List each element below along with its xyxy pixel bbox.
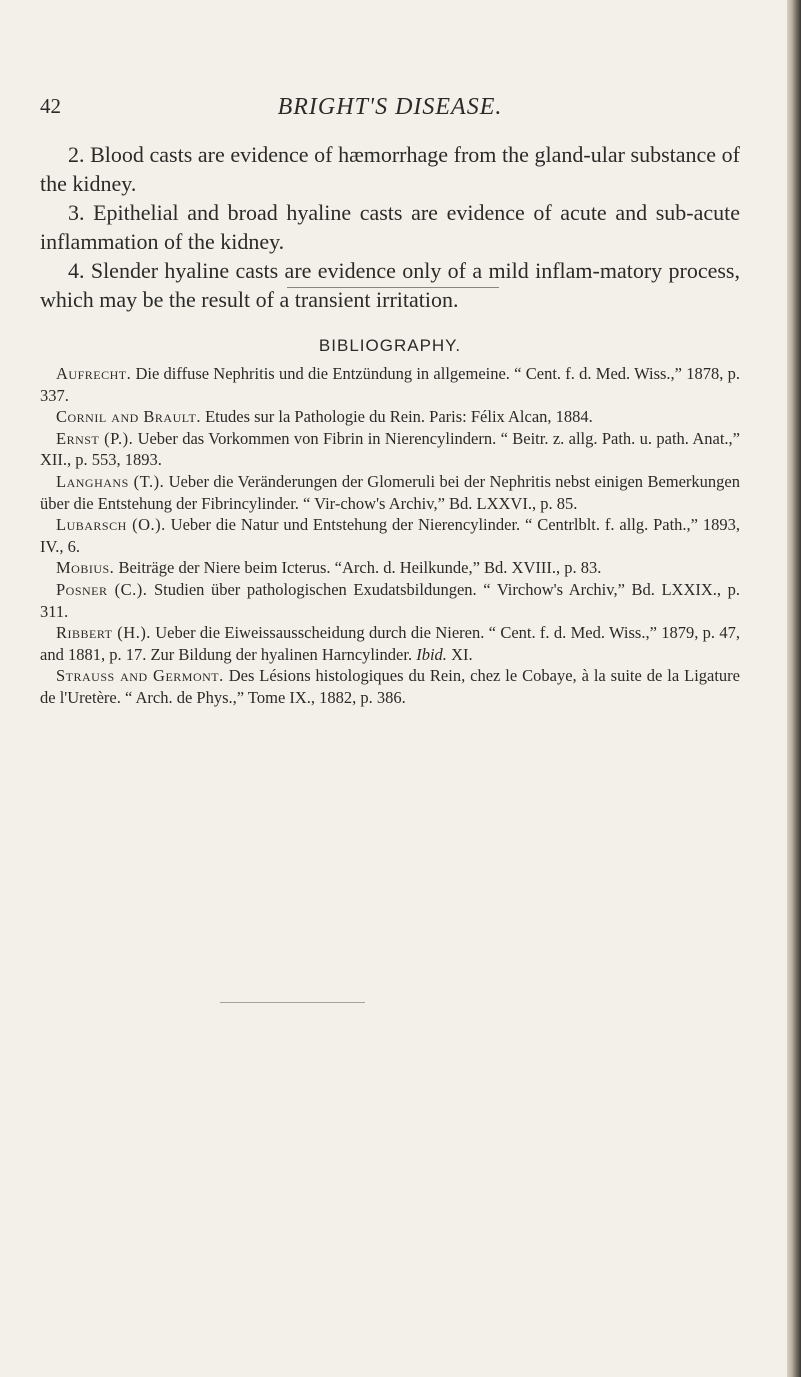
entry-ibid: Ibid. — [416, 644, 447, 664]
entry-text: Ueber das Vorkommen von Fibrin in Nierencylindern. “ Beitr. z. allg. Path. u. path. Anat.,” XII., p. 553, 1893. — [40, 428, 741, 470]
bibliography-entry — [40, 557, 740, 579]
running-head: BRIGHT'S DISEASE. — [277, 94, 503, 120]
entry-text: Studien über pathologischen Exudatsbildungen. “ Virchow's Archiv,” Bd. LXXIX., p. 311. — [40, 579, 741, 621]
entry-author: Ernst (P.). — [56, 428, 134, 448]
conclusion-item: 4. Slender hyaline casts are evidence only of a mild inflam-matory process, which may be the result of a transient irritation. — [40, 258, 740, 312]
entry-text: Ueber die Veränderungen der Glomeruli bei der Nephritis nebst einigen Bemerkungen über die Entstehung der Fibrincylinder. “ Vir-chow's Archiv,” Bd. LXXVI., p. 85. — [40, 471, 741, 513]
entry-tail: XI. — [451, 644, 473, 664]
entry-text: Ueber die Eiweissausscheidung durch die Nieren. “ Cent. f. d. Med. Wiss.,” 1879, p. 47, and 1881, p. 17. Zur Bildung der hyalinen Harncylinder. — [40, 623, 740, 664]
entry-text: Die diffuse Nephritis und die Entzündung in allgemeine. “ Cent. f. d. Med. Wiss.,” 1878, p. 337. — [40, 364, 741, 405]
conclusion-item: 2. Blood casts are evidence of hæmorrhage from the gland-ular substance of the kidney. — [40, 142, 740, 196]
bibliography-entry — [40, 579, 740, 622]
bibliography-entry — [40, 406, 740, 428]
bibliography-heading: BIBLIOGRAPHY. — [318, 336, 462, 355]
entry-author: Cornil and Brault. — [56, 407, 201, 427]
bibliography-entry — [40, 471, 740, 514]
page-header — [40, 94, 740, 124]
entry-text: Ueber die Natur und Entstehung der Nierencylinder. “ Centrlblt. f. allg. Path.,” 1893, IV., 6. — [40, 515, 741, 556]
entry-text: Des Lésions histologiques du Rein, chez le Cobaye, à la suite de la Ligature de l'Uretère. “ Arch. de Phys.,” Tome IX., 1882, p. 386. — [40, 666, 741, 707]
bibliography-entry — [40, 622, 740, 665]
entry-author: Strauss and Germont. — [56, 666, 224, 686]
entry-author: Langhans (T.). — [56, 471, 165, 491]
page-edge-shadow — [787, 0, 801, 1377]
faint-divider — [220, 1002, 365, 1003]
entry-text: Beiträge der Niere beim Icterus. “Arch. d. Heilkunde,” Bd. XVIII., p. 83. — [118, 558, 602, 578]
bibliography-entry — [40, 665, 740, 708]
entry-author: Lubarsch (O.). — [56, 515, 166, 535]
page-number: 42 — [40, 94, 61, 118]
section-divider — [287, 287, 499, 288]
bibliography-entry — [40, 428, 740, 471]
bibliography-list — [40, 363, 740, 709]
conclusion-item: 3. Epithelial and broad hyaline casts are evidence of acute and sub-acute inflammation of the kidney. — [40, 200, 740, 254]
bibliography-entry — [40, 514, 740, 557]
entry-author: Ribbert (H.). — [56, 623, 151, 643]
entry-author: Posner (C.). — [56, 579, 148, 599]
bibliography-entry — [40, 363, 740, 406]
entry-author: Mobius. — [56, 558, 115, 578]
entry-author: Aufrecht. — [56, 364, 132, 383]
entry-text: Etudes sur la Pathologie du Rein. Paris: Félix Alcan, 1884. — [205, 407, 593, 427]
